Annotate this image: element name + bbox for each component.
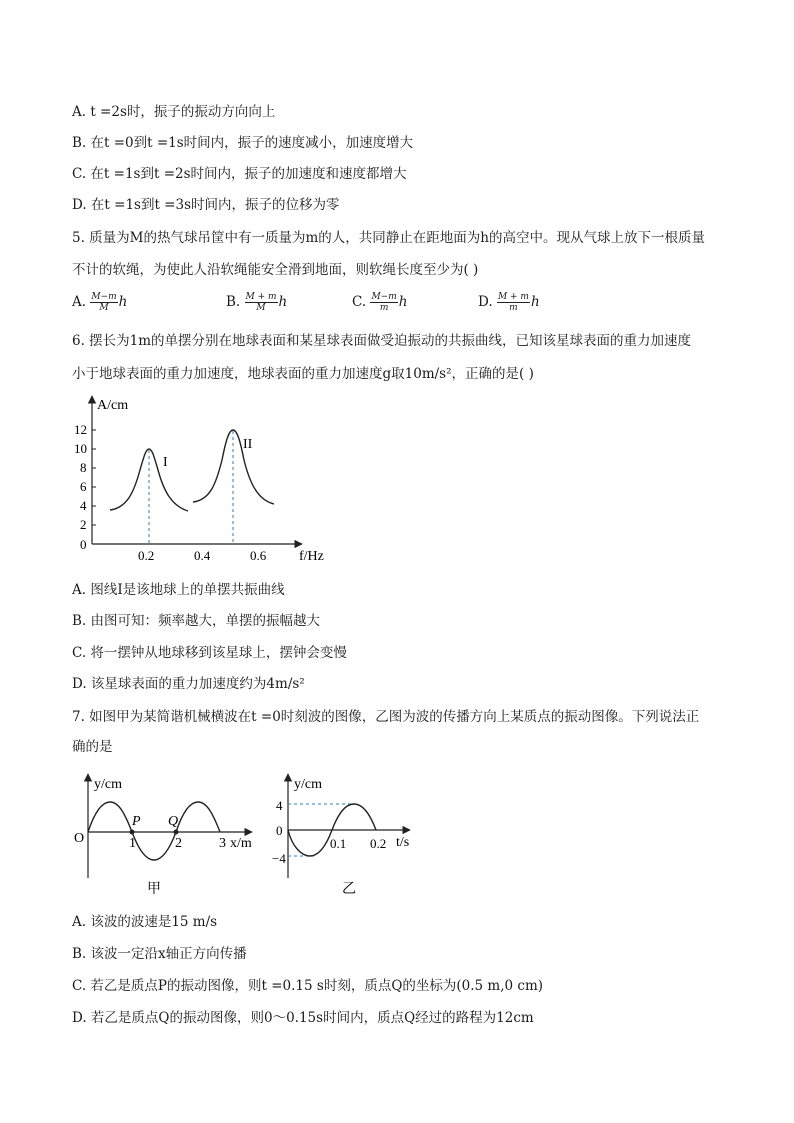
curve-I-label: I — [163, 455, 168, 470]
y-tick-8: 8 — [80, 460, 87, 475]
q4-option-b: B. 在t =0到t =1s时间内，振子的速度减小，加速度增大 — [72, 135, 414, 151]
q7-stem-line1: 7. 如图甲为某简谐机械横波在t =0时刻波的图像，乙图为波的传播方向上某质点的振动图像。下列说法正 — [72, 709, 700, 725]
q6-option-d: D. 该星球表面的重力加速度约为4m/s² — [72, 676, 305, 692]
point-Q — [174, 830, 179, 835]
q5-option-b-denominator: M — [256, 303, 266, 313]
q5-option-b-numerator: M + m — [245, 292, 277, 302]
q7-option-c: C. 若乙是质点P的振动图像，则t =0.15 s时刻，质点Q的坐标为(0.5 m,0 cm) — [72, 978, 544, 994]
q5-option-d-letter: D. — [478, 294, 493, 310]
q4-option-d: D. 在t =1s到t =3s时间内，振子的位移为零 — [72, 197, 340, 213]
q6-resonance-chart — [72, 392, 342, 570]
y-tick-6: 6 — [80, 479, 87, 494]
y-tick-12: 12 — [74, 422, 87, 437]
curve-II-label: II — [243, 437, 253, 452]
q5-option-b-fraction — [245, 292, 278, 313]
q5-option-c-fraction — [370, 292, 397, 313]
q6-stem-line1: 6. 摆长为1m的单摆分别在地球表面和某星球表面做受迫振动的共振曲线，已知该星球表面的重力加速度 — [72, 333, 692, 349]
q5-option-c-tail: h — [398, 294, 408, 310]
y-tick-0: 0 — [80, 537, 87, 552]
y-tick-10: 10 — [74, 441, 87, 456]
q5-stem-line2: 不计的软绳，为使此人沿软绳能安全滑到地面，则软绳长度至少为( ) — [72, 262, 479, 278]
y-tick-4: 4 — [276, 798, 283, 813]
q7-option-b: B. 该波一定沿x轴正方向传播 — [72, 946, 247, 962]
figure-b-caption: 乙 — [342, 882, 356, 897]
q5-option-b-letter: B. — [226, 294, 241, 310]
q5-option-c-letter: C. — [352, 294, 367, 310]
x-tick-0.2: 0.2 — [138, 548, 155, 563]
q5-stem-line1: 5. 质量为M的热气球吊筐中有一质量为m的人，共同静止在距地面为h的高空中。现从气球上放下一根质量 — [72, 230, 705, 246]
q5-option-a-fraction — [90, 292, 117, 313]
q6-option-a: A. 图线I是该地球上的单摆共振曲线 — [72, 582, 285, 598]
q5-option-d-tail: h — [530, 294, 540, 310]
q6-option-c: C. 将一摆钟从地球移到该星球上，摆钟会变慢 — [72, 645, 347, 661]
x-tick-0.2: 0.2 — [370, 836, 387, 851]
q5-option-d-fraction — [497, 292, 530, 313]
x-tick-3: 3 — [219, 836, 226, 851]
q5-option-a-letter: A. — [72, 294, 87, 310]
q5-option-a — [72, 292, 127, 313]
q4-option-c: C. 在t =1s到t =2s时间内，振子的加速度和速度都增大 — [72, 166, 407, 182]
point-P-label: P — [132, 814, 141, 829]
x-tick-2: 2 — [175, 836, 182, 851]
y-axis-label: y/cm — [94, 777, 122, 792]
q6-stem-line2: 小于地球表面的重力加速度，地球表面的重力加速度g取10m/s²，正确的是( ) — [72, 366, 534, 382]
y-axis-label: A/cm — [97, 398, 129, 413]
x-axis-label: t/s — [396, 835, 410, 850]
q7-wave-figure-a — [72, 770, 267, 900]
point-Q-label: Q — [168, 814, 179, 829]
q5-option-a-denominator: M — [99, 303, 109, 313]
point-P — [130, 830, 135, 835]
y-tick-2: 2 — [80, 517, 87, 532]
q5-option-c-denominator: m — [379, 303, 389, 313]
q5-option-b — [226, 292, 287, 313]
x-tick-1: 1 — [129, 836, 136, 851]
y-tick-4: 4 — [80, 498, 87, 513]
y-tick-0: 0 — [276, 823, 283, 838]
origin-label: O — [74, 831, 85, 846]
q5-option-d-numerator: M + m — [497, 292, 529, 302]
y-tick-minus-4: −4 — [272, 851, 286, 866]
q5-option-b-tail: h — [278, 294, 288, 310]
x-axis-label: x/m — [230, 836, 252, 851]
x-tick-0.1: 0.1 — [330, 836, 347, 851]
q5-option-d — [478, 292, 540, 313]
y-axis-label: y/cm — [294, 777, 322, 792]
x-tick-0.4: 0.4 — [194, 548, 211, 563]
q4-option-a: A. t =2s时，振子的振动方向向上 — [72, 104, 276, 120]
wave-curve — [88, 802, 220, 860]
q5-option-a-tail: h — [118, 294, 128, 310]
q5-option-d-denominator: m — [509, 303, 518, 313]
q7-option-a: A. 该波的波速是15 m/s — [72, 914, 218, 930]
q5-option-a-numerator: M−m — [91, 292, 117, 302]
q7-vibration-figure-b — [272, 770, 422, 900]
figure-a-caption: 甲 — [147, 882, 161, 897]
q6-option-b: B. 由图可知：频率越大，单摆的振幅越大 — [72, 613, 321, 629]
x-tick-0.6: 0.6 — [250, 548, 267, 563]
q5-option-c-numerator: M−m — [371, 292, 397, 302]
q7-stem-line2: 确的是 — [72, 739, 113, 755]
q5-option-c — [352, 292, 407, 313]
x-axis-label: f/Hz — [299, 549, 324, 564]
q7-option-d: D. 若乙是质点Q的振动图像，则0～0.15s时间内，质点Q经过的路程为12cm — [72, 1010, 534, 1026]
